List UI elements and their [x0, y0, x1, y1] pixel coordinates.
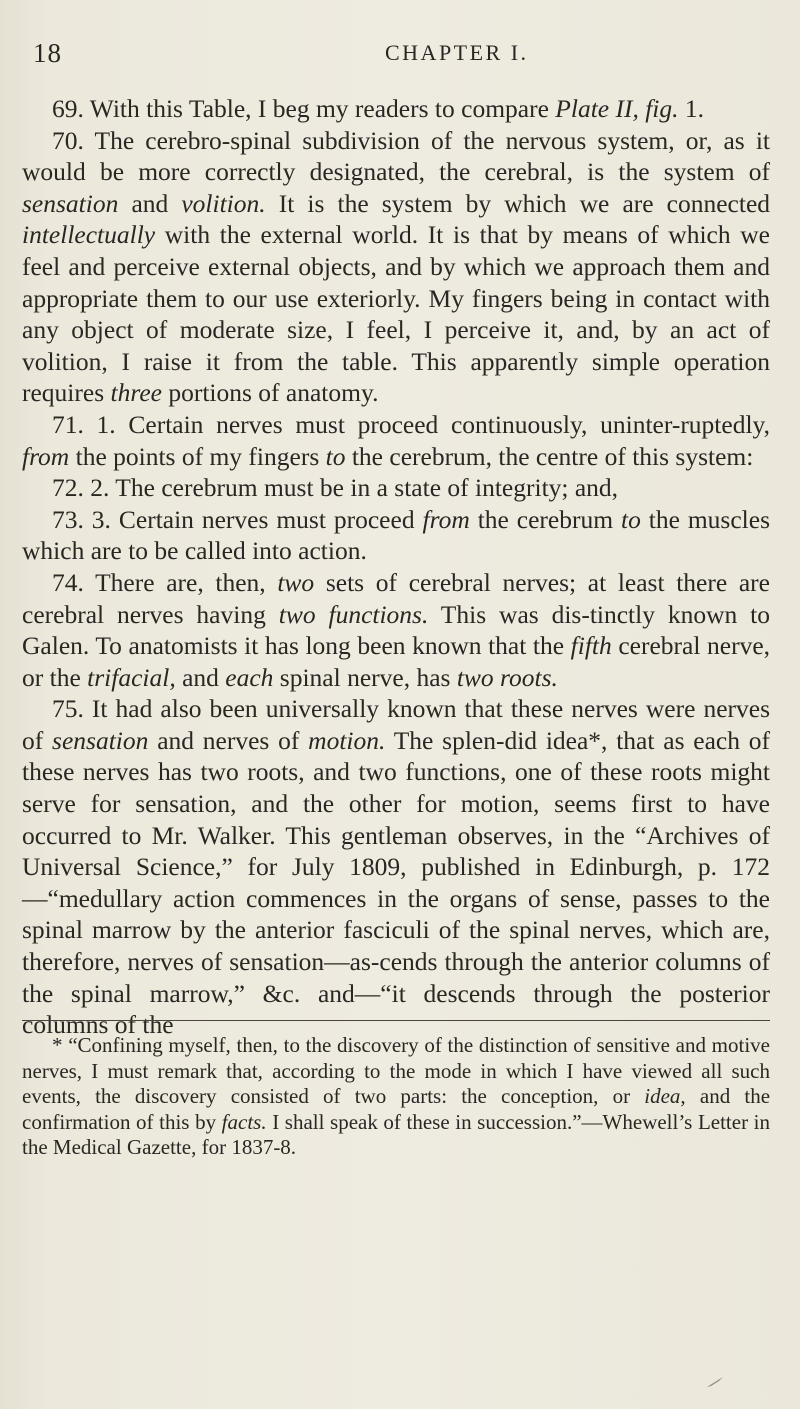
running-head	[0, 38, 800, 74]
page-number: 18	[33, 38, 62, 68]
paragraph-75: 75. It had also been universally known that these nerves were nerves of sensation and nerves of motion. The splen-did idea*, that as each of these nerves has two roots, and two functions, one of these roots might serve for sensation, and the other for motion, seems first to have occurred to Mr. Walker. This gentleman observes, in the “Archives of Universal Science,” for July 1809, published in Edinburgh, p. 172—“medullary action commences in the organs of sense, passes to the spinal marrow by the anterior fasciculi of the spinal nerves, which are, therefore, nerves of sensation—as-cends through the anterior columns of the spinal marrow,” &c. and—“it descends through the posterior columns of the	[22, 694, 771, 1040]
footnote-text: * “Confining myself, then, to the discovery of the distinction of sensitive and motive nerves, I must remark that, according to the mode in which I have viewed all such events, the discovery consisted of two parts: the conception, or idea, and the confirmation of this by facts. I shall speak of these in succession.”—Whewell’s Letter in the Medical Gazette, for 1837-8.	[22, 1033, 771, 1159]
paragraph-70: 70. The cerebro-spinal subdivision of the nervous system, or, as it would be more correctly designated, the cerebral, is the system of sensation and volition. It is the system by which we are connected intellectually with the external world. It is that by means of which we feel and perceive external objects, and by which we approach them and appropriate them to our use exteriorly. My fingers being in contact with any object of moderate size, I feel, I perceive it, and, by an act of volition, I raise it from the table. This apparently simple operation requires three portions of anatomy.	[22, 125, 771, 408]
footnote-divider	[22, 1020, 770, 1021]
paragraph-74: 74. There are, then, two sets of cerebral nerves; at least there are cerebral nerves having two functions. This was dis-tinctly known to Galen. To anatomists it has long been known that the fifth cerebral nerve, or the trifacial, and each spinal nerve, has two roots.	[22, 567, 771, 692]
body-text	[22, 93, 770, 1041]
paragraph-69: 69. With this Table, I beg my readers to compare Plate II, fig. 1.	[52, 94, 705, 123]
paragraph-71: 71. 1. Certain nerves must proceed continuously, uninter-ruptedly, from the points of my fingers to the cerebrum, the centre of this system:	[22, 409, 771, 471]
ink-mark-icon	[706, 1376, 726, 1388]
footnote	[22, 1033, 770, 1161]
paragraph-72: 72. 2. The cerebrum must be in a state of integrity; and,	[52, 473, 619, 503]
paragraph-73: 73. 3. Certain nerves must proceed from the cerebrum to the muscles which are to be called into action.	[22, 504, 771, 566]
chapter-heading: CHAPTER I.	[385, 40, 529, 65]
